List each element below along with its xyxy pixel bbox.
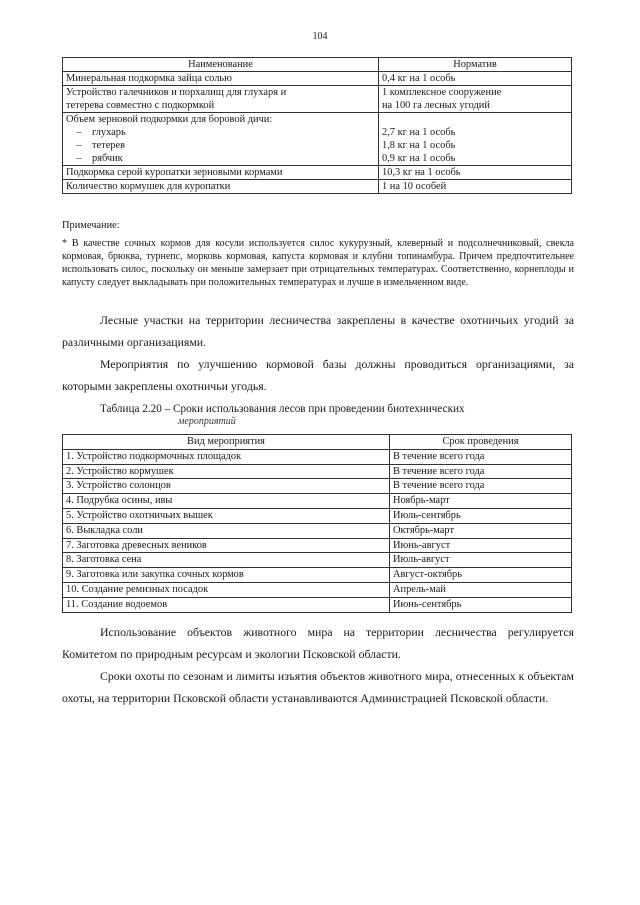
table-row [63, 582, 572, 597]
dash-list-item: – рябчик [66, 152, 375, 165]
cell-line: 0,9 кг на 1 особь [382, 153, 456, 164]
column-header: Норматив [379, 58, 572, 72]
cell-line: тетерева совместно с подкормкой [66, 100, 215, 111]
table-cell-activity: 11. Создание водоемов [63, 597, 390, 612]
table-cell-activity: 1. Устройство подкормочных площадок [63, 449, 390, 464]
table-cell-name: Количество кормушек для куропатки [63, 180, 379, 194]
table-cell-norm: 0,4 кг на 1 особь [379, 72, 572, 86]
footnote-text: * В качестве сочных кормов для косули используется силос кукурузный, клеверный и подсолнечниковый, свекла кормовая, брюква, турнепс, морковь кормовая, капуста кормовая и клубни топинамбура. Причем предпочтительнее использовать силос, поскольку он меньше замерзает при отрицательных температурах. Соответственно, корнеплоды и капусту следует выкладывать при положительных температурах и лучше в измельченном виде. [62, 238, 574, 288]
cell-line: 1 комплексное сооружение [382, 87, 502, 98]
table-cell-activity: 8. Заготовка сена [63, 553, 390, 568]
biotech-schedule-table [62, 434, 572, 613]
table-cell-name [63, 86, 379, 113]
column-header: Вид мероприятия [63, 435, 390, 450]
table-cell-period: Июль-сентябрь [390, 508, 572, 523]
table-row [63, 494, 572, 509]
table-row [63, 538, 572, 553]
table-caption: Таблица 2.20 – Сроки использования лесов при проведении биотехнических [100, 403, 465, 415]
table-cell-period: В течение всего года [390, 464, 572, 479]
table-header-row [63, 58, 572, 72]
table-cell-activity: 2. Устройство кормушек [63, 464, 390, 479]
table-row [63, 523, 572, 538]
table-row [63, 166, 572, 180]
paragraph: Лесные участки на территории лесничества закреплены в качестве охотничьих угодий за различными организациями. [62, 313, 574, 349]
paragraph: Сроки охоты по сезонам и лимиты изъятия объектов животного мира, отнесенных к объектам охоты, на территории Псковской области устанавливаются Администрацией Псковской области. [62, 669, 574, 705]
column-header: Срок проведения [390, 435, 572, 450]
table-row [63, 464, 572, 479]
cell-line: 1,8 кг на 1 особь [382, 140, 456, 151]
dash-list-item: – глухарь [66, 126, 375, 139]
cell-line: Объем зерновой подкормки для боровой дичи: [66, 114, 273, 125]
table-cell-period: Ноябрь-март [390, 494, 572, 509]
table-row [63, 508, 572, 523]
paragraph: Мероприятия по улучшению кормовой базы должны проводиться организациями, за которыми закреплены охотничьи угодья. [62, 357, 574, 393]
table-cell-activity: 10. Создание ремизных посадок [63, 582, 390, 597]
table-cell-period: Июль-август [390, 553, 572, 568]
dash-list-item: – тетерев [66, 139, 375, 152]
table-row [63, 568, 572, 583]
table-cell-period: Октябрь-март [390, 523, 572, 538]
table-cell-norm: 10,3 кг на 1 особь [379, 166, 572, 180]
table-row [63, 449, 572, 464]
page-number: 104 [312, 31, 328, 42]
table-cell-activity: 7. Заготовка древесных веников [63, 538, 390, 553]
column-header: Наименование [63, 58, 379, 72]
table-row [63, 597, 572, 612]
cell-line [382, 113, 568, 126]
table-cell-period: Июнь-август [390, 538, 572, 553]
table-row [63, 113, 572, 166]
feeding-norms-table [62, 57, 572, 194]
table-cell-name: Минеральная подкормка зайца солью [63, 72, 379, 86]
table-cell-period: Апрель-май [390, 582, 572, 597]
table-cell-period: В течение всего года [390, 479, 572, 494]
note-label: Примечание: [62, 220, 120, 231]
table-row [63, 553, 572, 568]
cell-line: Устройство галечников и порхалищ для глухаря и [66, 87, 287, 98]
paragraph: Использование объектов животного мира на территории лесничества регулируется Комитетом по природным ресурсам и экологии Псковской области. [62, 625, 574, 661]
table-cell-period: Август-октябрь [390, 568, 572, 583]
table-cell-activity: 5. Устройство охотничьих вышек [63, 508, 390, 523]
table-cell-name: Подкормка серой куропатки зерновыми кормами [63, 166, 379, 180]
table-cell-name [63, 113, 379, 166]
table-row [63, 72, 572, 86]
table-cell-norm: 1 на 10 особей [379, 180, 572, 194]
table-cell-activity: 4. Подрубка осины, ивы [63, 494, 390, 509]
table-cell-period: Июнь-сентябрь [390, 597, 572, 612]
table-cell-activity: 6. Выкладка соли [63, 523, 390, 538]
table-cell-activity: 3. Устройство солонцов [63, 479, 390, 494]
table-cell-period: В течение всего года [390, 449, 572, 464]
cell-line: на 100 га лесных угодий [382, 100, 490, 111]
table-caption-subtitle: мероприятий [178, 416, 236, 427]
table-row [63, 479, 572, 494]
table-header-row [63, 435, 572, 450]
table-cell-norm [379, 86, 572, 113]
table-cell-norm [379, 113, 572, 166]
table-row [63, 180, 572, 194]
table-cell-activity: 9. Заготовка или закупка сочных кормов [63, 568, 390, 583]
cell-line: 2,7 кг на 1 особь [382, 127, 456, 138]
table-row [63, 86, 572, 113]
